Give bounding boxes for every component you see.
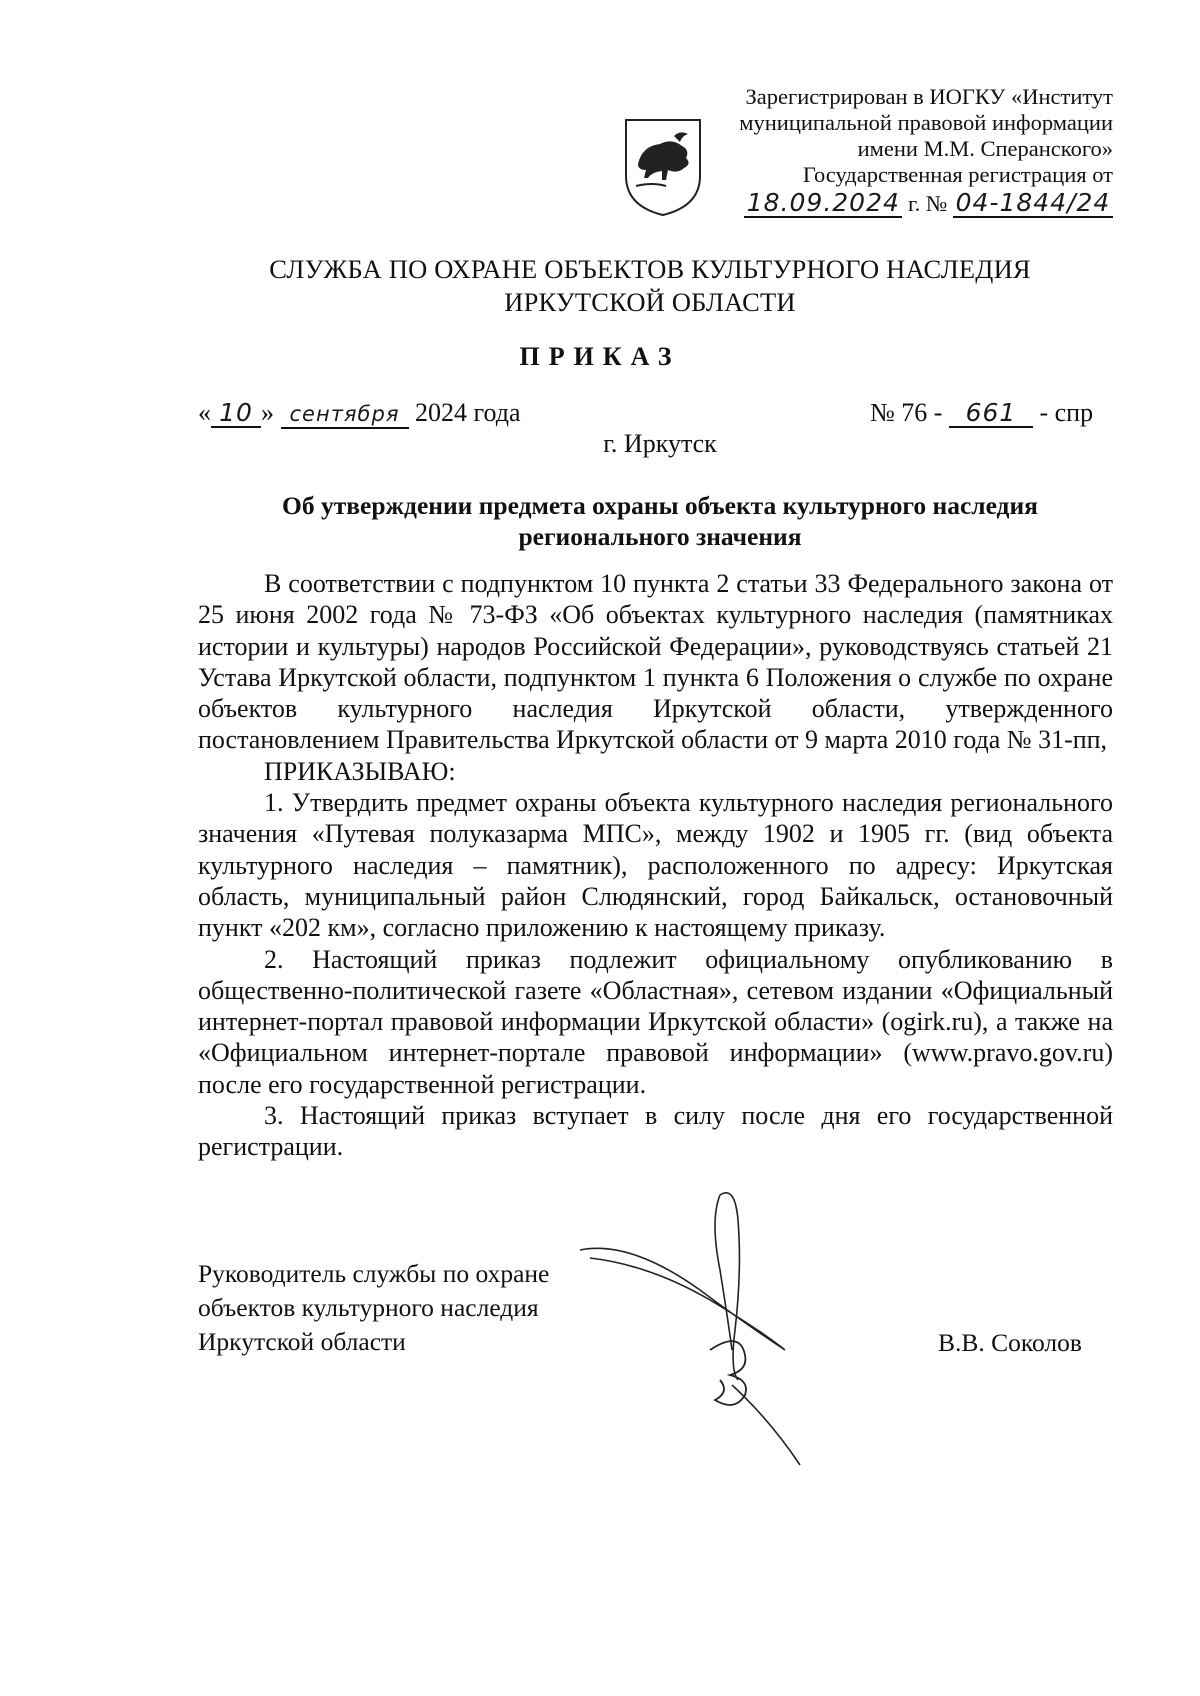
number-prefix: № 76 - [870, 398, 943, 427]
signature-title-line-3: Иркутской области [198, 1327, 406, 1356]
number-value: 661 [949, 400, 1033, 428]
organization-line-2: ИРКУТСКОЙ ОБЛАСТИ [504, 287, 796, 317]
organization-line-1: СЛУЖБА ПО ОХРАНЕ ОБЪЕКТОВ КУЛЬТУРНОГО НАСЛЕДИЯ [269, 254, 1031, 284]
document-subject: Об утверждении предмета охраны объекта культурного наследия регионального значения [282, 491, 1038, 551]
registration-line-4: Государственная регистрация от [802, 162, 1113, 187]
registration-stamp [705, 84, 1113, 218]
signatory-name: В.В. Соколов [938, 1328, 1082, 1357]
registration-date: 18.09.2024 [744, 190, 902, 218]
order-item-2: 2. Настоящий приказ подлежит официальному опубликованию в общественно-политической газете «Областная», сетевом издании «Официальный интернет-портал правовой информации Иркутской области» (ogirk.ru), а также на «Официальном интернет-портале правовой информации» (www.pravo.gov.ru) после его государственной регистрации. [198, 944, 1113, 1099]
document-date [198, 398, 521, 429]
registration-number-prefix: г. № [907, 191, 948, 216]
handwritten-signature [570, 1180, 910, 1480]
registration-line-2: муниципальной правовой информации [739, 110, 1113, 135]
signature-title-line-2: объектов культурного наследия [198, 1293, 539, 1322]
document-city: г. Иркутск [603, 429, 717, 458]
document-body [198, 568, 1113, 1163]
preamble-paragraph: В соответствии с подпунктом 10 пункта 2 статьи 33 Федерального закона от 25 июня 2002 года № 73-ФЗ «Об объектах культурного наследия (памятниках истории и культуры) народов Российской Федерации», руководствуясь статьей 21 Устава Иркутской области, подпунктом 1 пункта 6 Положения о службе по охране объектов культурного наследия Иркутской области, утвержденного постановлением Правительства Иркутской области от 9 марта 2010 года № 31-пп, [198, 569, 1113, 755]
document-number [870, 398, 1093, 428]
signature-title-line-1: Руководитель службы по охране [198, 1259, 550, 1288]
document-title: ПРИКАЗ [519, 342, 681, 371]
date-close-quote: » [261, 398, 274, 427]
order-word: ПРИКАЗЫВАЮ: [264, 756, 456, 786]
order-item-3: 3. Настоящий приказ вступает в силу после дня его государственной регистрации. [198, 1101, 1113, 1162]
coat-of-arms-icon [622, 116, 704, 218]
date-year: 2024 года [415, 398, 521, 427]
signature-block [198, 1257, 549, 1359]
organization-heading [150, 253, 1150, 319]
registration-line-1: Зарегистрирован в ИОГКУ «Институт [745, 84, 1113, 109]
registration-line-3: имени М.М. Сперанского» [857, 136, 1113, 161]
number-suffix: - спр [1039, 398, 1094, 427]
date-month: сентября [281, 401, 409, 429]
order-item-1: 1. Утвердить предмет охраны объекта культурного наследия регионального значения «Путевая полуказарма МПС», между 1902 и 1905 гг. (вид объекта культурного наследия – памятник), расположенного по адресу: Иркутская область, муниципальный район Слюдянский, город Байкальск, остановочный пункт «202 км», согласно приложению к настоящему приказу. [198, 788, 1113, 943]
date-open-quote: « [198, 398, 211, 427]
date-day: 10 [211, 400, 261, 428]
registration-number: 04-1844/24 [953, 190, 1113, 218]
